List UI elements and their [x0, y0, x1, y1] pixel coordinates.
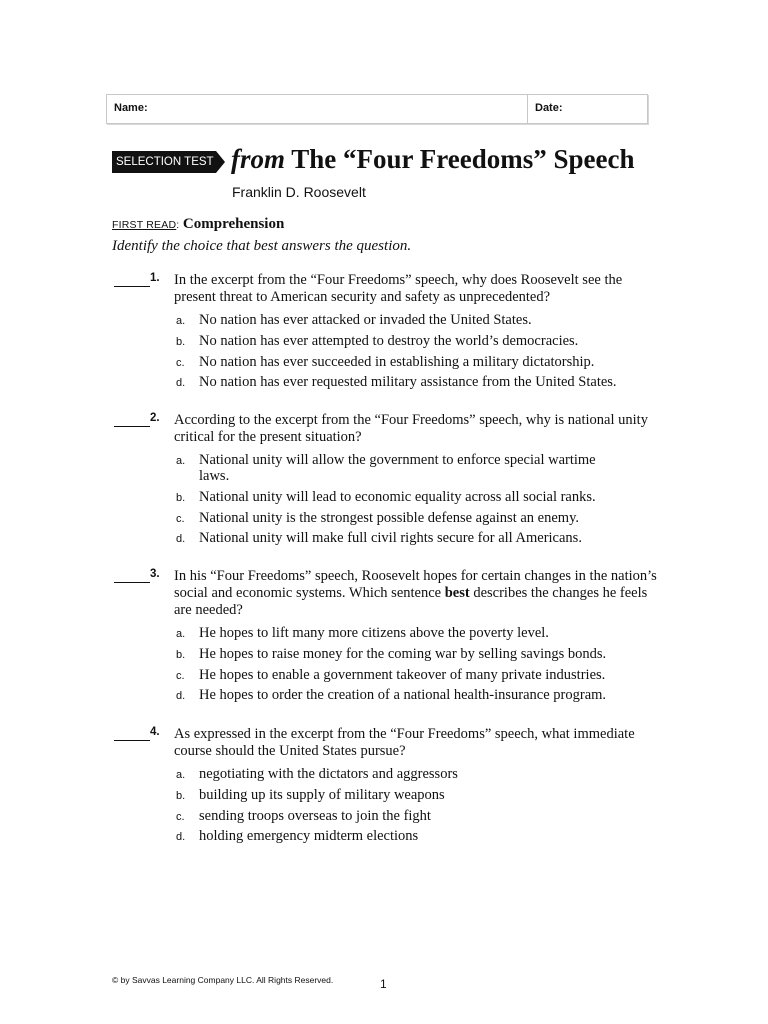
- badge-arrow-shape: [216, 151, 225, 173]
- option-letter: b.: [176, 648, 186, 661]
- options-list: [174, 312, 657, 390]
- first-read-label: FIRST READ: [112, 219, 177, 231]
- comprehension-heading: Comprehension: [182, 216, 285, 232]
- option-letter: d.: [176, 377, 186, 390]
- option-b[interactable]: [174, 646, 657, 662]
- option-text: holding emergency midterm elections: [199, 828, 419, 845]
- answer-blank-1[interactable]: [114, 272, 150, 287]
- question-3: [112, 568, 657, 708]
- option-c[interactable]: [174, 667, 657, 683]
- name-label: Name:: [114, 102, 148, 114]
- options-list: [174, 766, 657, 844]
- option-text: He hopes to enable a government takeover of many private industries.: [199, 666, 606, 683]
- option-d[interactable]: [174, 530, 657, 546]
- option-d[interactable]: [174, 828, 657, 844]
- title-from: from: [231, 144, 285, 174]
- option-d[interactable]: [174, 687, 657, 703]
- option-letter: c.: [176, 669, 185, 682]
- option-c[interactable]: [174, 354, 657, 370]
- option-c[interactable]: [174, 510, 657, 526]
- question-stem: According to the excerpt from the “Four Freedoms” speech, why is national unity critical for the present situation?: [174, 412, 648, 445]
- option-text: He hopes to lift many more citizens above the poverty level.: [199, 625, 549, 641]
- question-number: 1.: [150, 272, 160, 284]
- page-number: 1: [380, 977, 387, 991]
- option-letter: c.: [176, 512, 185, 525]
- answer-blank-3[interactable]: [114, 568, 150, 583]
- option-text: National unity is the strongest possible defense against an enemy.: [199, 509, 580, 526]
- option-text: No nation has ever succeeded in establishing a military dictatorship.: [199, 353, 595, 370]
- option-b[interactable]: [174, 333, 657, 349]
- title-main: The “Four Freedoms” Speech: [291, 144, 635, 174]
- option-text: No nation has ever attacked or invaded the United States.: [199, 312, 532, 328]
- option-letter: b.: [176, 789, 186, 802]
- copyright-footer: © by Savvas Learning Company LLC. All Rights Reserved.: [112, 975, 334, 985]
- option-a[interactable]: [174, 452, 657, 484]
- section-separator: :: [176, 219, 180, 231]
- question-stem: As expressed in the excerpt from the “Four Freedoms” speech, what immediate course should the United States pursue?: [174, 726, 635, 759]
- option-letter: a.: [176, 315, 186, 327]
- question-number: 4.: [150, 726, 160, 738]
- question-stem: In the excerpt from the “Four Freedoms” speech, why does Roosevelt see the present threat to American security and safety as unprecedented?: [174, 272, 623, 305]
- option-text: National unity will make full civil rights secure for all Americans.: [199, 530, 582, 547]
- option-text: sending troops overseas to join the fight: [199, 807, 431, 824]
- answer-blank-2[interactable]: [114, 412, 150, 427]
- stem-bold: best: [444, 585, 470, 601]
- option-a[interactable]: [174, 312, 657, 328]
- option-text: negotiating with the dictators and aggressors: [199, 766, 458, 782]
- question-stem: [174, 568, 657, 619]
- answer-blank-4[interactable]: [114, 726, 150, 741]
- option-letter: d.: [176, 533, 186, 546]
- stem-before: In his “Four Freedoms” speech, Roosevelt hopes for certain changes in the nation’s social and economic systems. Which sentence: [174, 568, 657, 601]
- options-list: [174, 452, 657, 546]
- option-b[interactable]: [174, 489, 657, 505]
- option-text: National unity will allow the government to enforce special wartime laws.: [199, 452, 596, 484]
- author: Franklin D. Roosevelt: [232, 184, 366, 200]
- question-number: 2.: [150, 412, 160, 424]
- option-text: He hopes to raise money for the coming war by selling savings bonds.: [199, 645, 607, 662]
- option-letter: a.: [176, 628, 186, 640]
- options-list: [174, 625, 657, 703]
- option-d[interactable]: [174, 374, 657, 390]
- option-letter: d.: [176, 690, 186, 703]
- section-heading: [112, 216, 284, 233]
- option-c[interactable]: [174, 808, 657, 824]
- option-letter: c.: [176, 810, 185, 823]
- option-text: building up its supply of military weapons: [199, 786, 445, 803]
- option-letter: a.: [176, 769, 186, 781]
- question-number: 3.: [150, 568, 160, 580]
- option-text: He hopes to order the creation of a national health-insurance program.: [199, 687, 607, 704]
- option-letter: c.: [176, 356, 185, 369]
- page-title: [231, 144, 635, 175]
- date-label: Date:: [535, 102, 563, 114]
- option-text: No nation has ever attempted to destroy the world’s democracies.: [199, 332, 579, 349]
- instructions: Identify the choice that best answers the question.: [112, 238, 412, 254]
- question-2: [112, 412, 657, 551]
- option-text: No nation has ever requested military assistance from the United States.: [199, 374, 617, 391]
- option-text: National unity will lead to economic equality across all social ranks.: [199, 488, 596, 505]
- option-letter: b.: [176, 335, 186, 348]
- selection-test-badge: SELECTION TEST: [112, 151, 216, 173]
- option-letter: d.: [176, 831, 186, 844]
- option-a[interactable]: [174, 766, 657, 782]
- name-date-box: [106, 94, 648, 124]
- option-b[interactable]: [174, 787, 657, 803]
- question-1: [112, 272, 657, 395]
- question-4: [112, 726, 657, 849]
- stem-after: describes the changes he feels are needed?: [174, 585, 648, 618]
- name-date-divider: [527, 95, 528, 123]
- option-a[interactable]: [174, 625, 657, 641]
- option-letter: b.: [176, 491, 186, 504]
- option-letter: a.: [176, 455, 186, 467]
